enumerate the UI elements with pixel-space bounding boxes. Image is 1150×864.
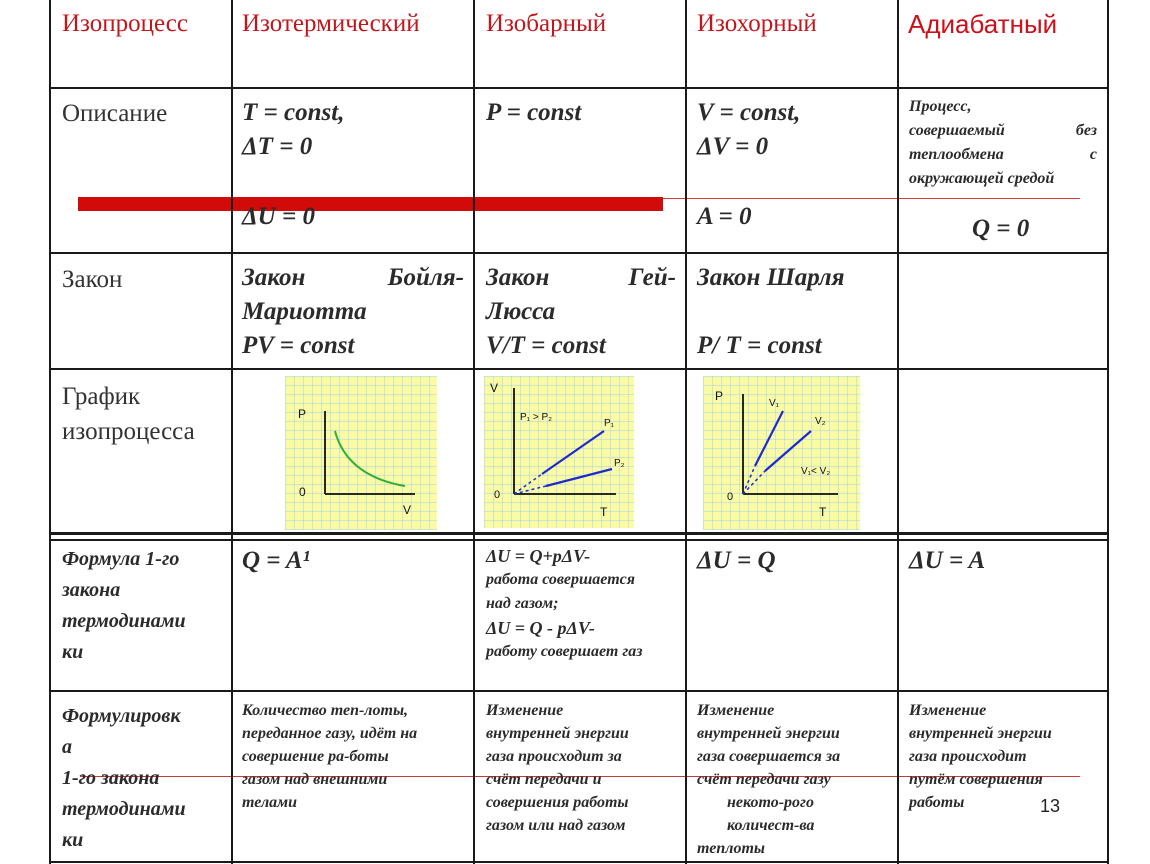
row-label-first-law: Формула 1-го закона термодинами ки [62,548,186,663]
axis-label-t: T [600,505,608,519]
origin-label: 0 [727,491,734,503]
origin-label: 0 [299,485,306,499]
axis-label-v: V [490,381,499,395]
isobaric-first-law: ΔU = Q+pΔV- работа совершается над газом; ΔU = Q - pΔV- работу совершает газ [486,546,643,660]
isobaric-description: P = const [486,99,582,126]
label-v2: V₂ [815,416,826,427]
adiabatic-formulation: Изменение внутренней энергии газа происходит путём совершения работы [909,702,1052,811]
adiabatic-q: Q = 0 [972,215,1030,242]
isotherm-graph [285,376,437,530]
row-label-law: Закон [62,266,123,293]
header-isobaric: Изобарный [486,10,607,37]
isothermal-formulation: Количество теп-лоты, переданное газу, идёт на совершение ра-боты газом над внешними телами [242,702,418,811]
row-label-graph: График изопроцесса [62,383,195,445]
origin-label: 0 [494,489,501,501]
label-p2: P₂ [614,458,625,469]
label-p1: P₁ [604,418,615,429]
isobar-graph [484,376,634,528]
row-label-formulation: Формулировк а 1-го закона термодинами ки [62,705,186,851]
header-isoprocess: Изопроцесс [62,10,188,37]
adiabatic-first-law: ΔU = A [909,547,986,574]
charles-law: Закон Шарля P/ T = const [697,264,845,359]
isochore-graph [703,376,860,530]
header-isothermal: Изотермический [242,10,420,37]
isochoric-formulation: Изменение внутренней энергии газа совершается за счёт передачи газу некото-рого количест-ва теплоты [697,702,841,857]
volume-comparison: V₁< V₂ [801,466,831,477]
red-accent-bar [78,197,663,211]
isothermal-description: T = const, ΔT = 0 [242,99,345,160]
isochoric-description: V = const, ΔV = 0 [697,99,801,160]
isobaric-formulation: Изменение внутренней энергии газа происходит за счёт передачи и совершения работы газом или над газом [486,702,629,834]
isochoric-first-law: ΔU = Q [697,547,776,574]
axis-label-p: P [298,407,307,421]
header-adiabatic: Адиабатный [908,9,1058,39]
row-label-description: Описание [62,100,168,127]
boyle-mariotte-law: Закон Бойля- Мариотта PV = const [242,264,464,359]
page-number: 13 [1040,796,1061,816]
gay-lussac-law: Закон Гей- Люсса V/T = const [486,264,676,359]
adiabatic-description: Процесс, совершаемый без теплообмена с окружающей средой [909,98,1097,187]
axis-label-t: T [819,505,827,519]
pressure-comparison: P₁ > P₂ [520,412,552,423]
header-isochoric: Изохорный [697,10,817,37]
axis-label-v: V [403,503,412,517]
red-thin-line-top [663,198,1080,199]
isochoric-work: A = 0 [697,203,752,230]
axis-label-p: P [715,389,724,403]
isothermal-first-law: Q = A¹ [242,547,311,574]
label-v1: V₁ [769,398,780,409]
isothermal-delta-u: ΔU = 0 [242,203,315,230]
